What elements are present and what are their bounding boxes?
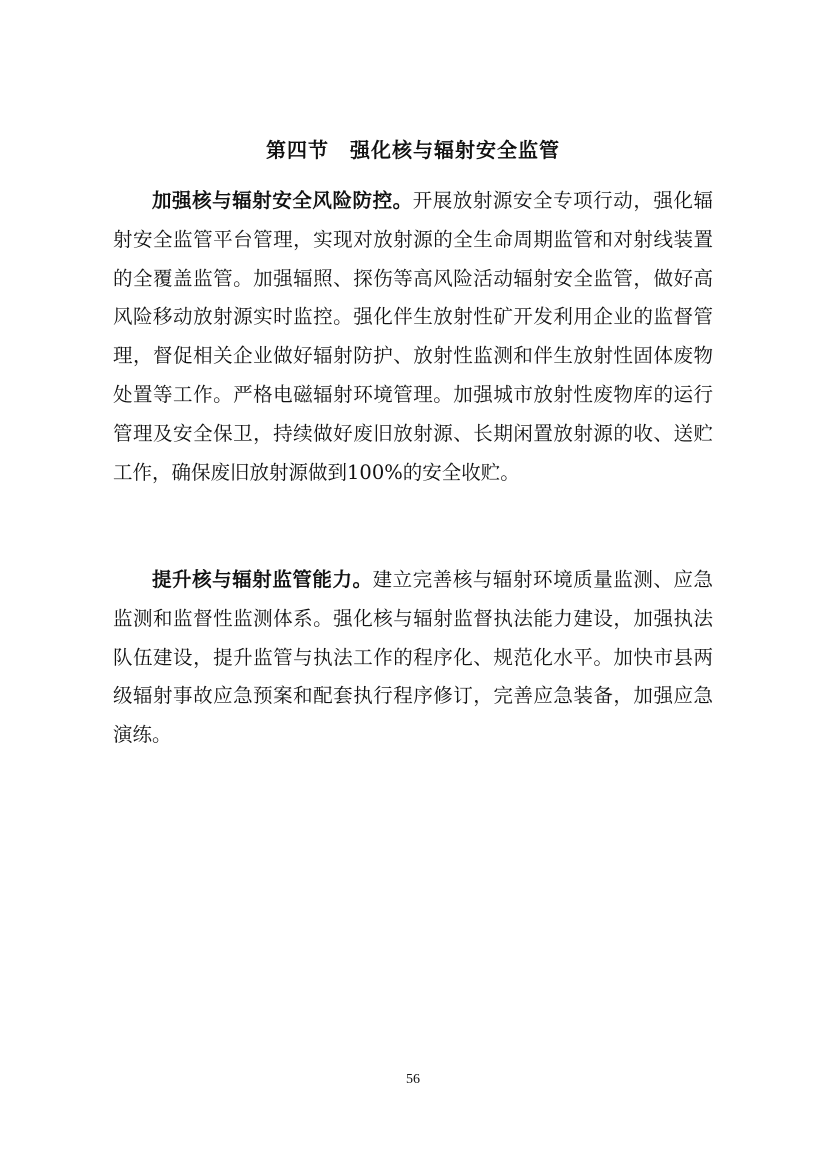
section-title: 第四节 强化核与辐射安全监管: [266, 138, 560, 162]
paragraph-risk-control: [113, 182, 713, 492]
paragraph-capacity: [113, 561, 713, 755]
paragraph-text: 建立完善核与辐射环境质量监测、应急监测和监督性监测体系。强化核与辐射监督执法能力建设，加强执法队伍建设，提升监管与执法工作的程序化、规范化水平。加快市县两级辐射事故应急预案和配套执行程序修订，完善应急装备，加强应急演练。: [113, 568, 713, 747]
paragraph-lead: 加强核与辐射安全风险防控。: [152, 189, 413, 212]
paragraph-lead: 提升核与辐射监管能力。: [152, 568, 373, 591]
paragraph-text: 开展放射源安全专项行动，强化辐射安全监管平台管理，实现对放射源的全生命周期监管和对射线装置的全覆盖监管。加强辐照、探伤等高风险活动辐射安全监管，做好高风险移动放射源实时监控。强化伴生放射性矿开发利用企业的监督管理，督促相关企业做好辐射防护、放射性监测和伴生放射性固体废物处置等工作。严格电磁辐射环境管理。加强城市放射性废物库的运行管理及安全保卫，持续做好废旧放射源、长期闲置放射源的收、送贮工作，确保废旧放射源做到100%的安全收贮。: [113, 189, 713, 484]
page-number: 56: [406, 1072, 420, 1087]
